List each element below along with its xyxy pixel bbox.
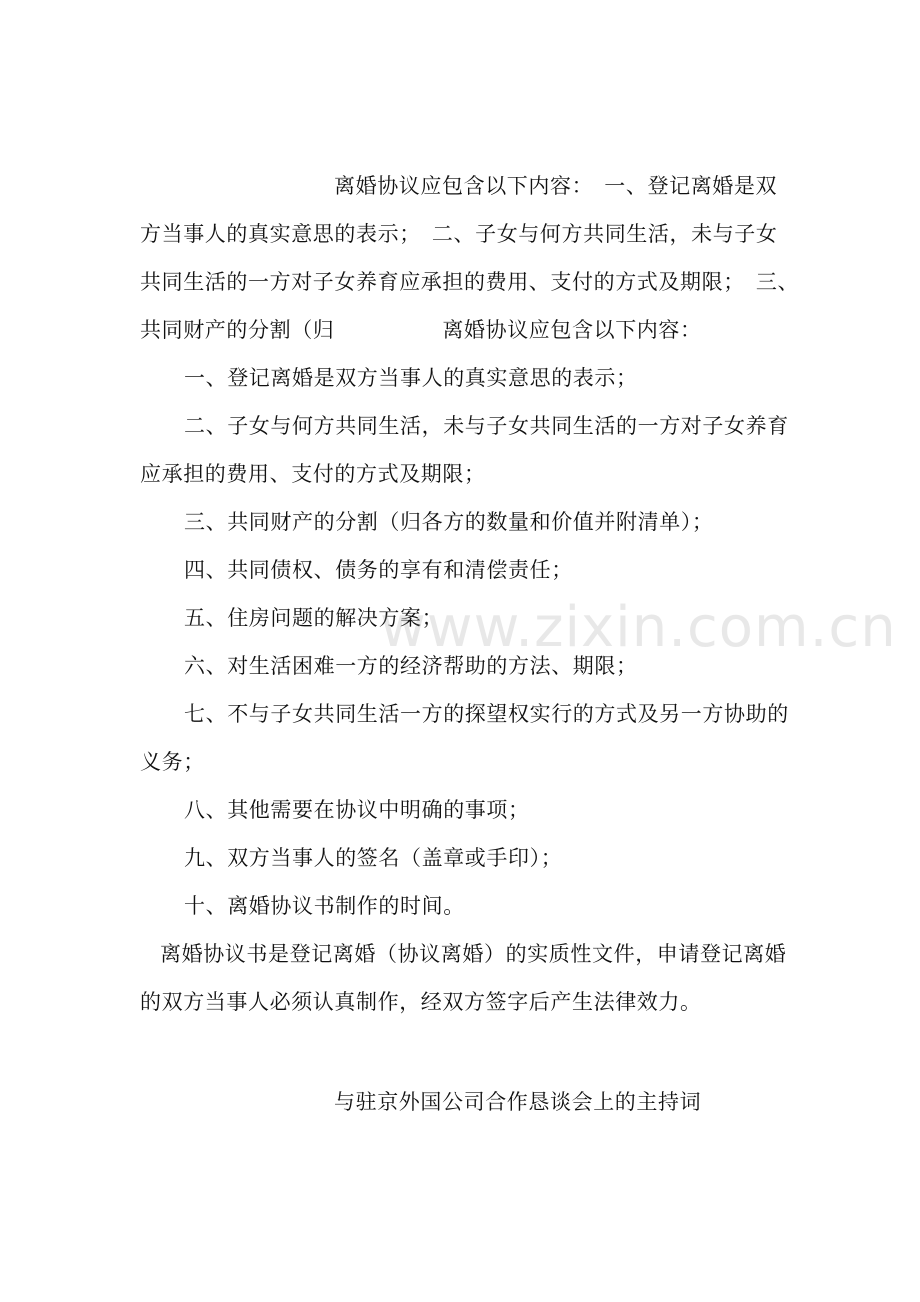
next-document-title: 与驻京外国公司合作恳谈会上的主持词: [334, 1090, 702, 1114]
item-3: 三、共同财产的分割（归各方的数量和价值并附清单）；: [184, 510, 714, 534]
item-10: 十、离婚协议书制作的时间。: [184, 894, 465, 918]
intro-line-1: 离婚协议应包含以下内容： 一、登记离婚是双: [334, 174, 778, 198]
item-8: 八、其他需要在协议中明确的事项；: [184, 798, 530, 822]
closing-line-1: 离婚协议书是登记离婚（协议离婚）的实质性文件，申请登记离婚: [160, 942, 787, 966]
intro-line-2: 方当事人的真实意思的表示； 二、子女与何方共同生活，未与子女: [140, 222, 778, 246]
watermark: www.zixin.com.cn: [380, 595, 897, 660]
intro-line-4: 共同财产的分割（归 离婚协议应包含以下内容：: [140, 318, 702, 342]
item-2: 二、子女与何方共同生活，未与子女共同生活的一方对子女养育: [184, 414, 789, 438]
item-7-continued: 义务；: [140, 750, 205, 774]
item-1: 一、登记离婚是双方当事人的真实意思的表示；: [184, 366, 638, 390]
item-9: 九、双方当事人的签名（盖章或手印）；: [184, 846, 563, 870]
item-7: 七、不与子女共同生活一方的探望权实行的方式及另一方协助的: [184, 702, 789, 726]
item-4: 四、共同债权、债务的享有和清偿责任；: [184, 558, 573, 582]
item-6: 六、对生活困难一方的经济帮助的方法、期限；: [184, 654, 638, 678]
item-2-continued: 应承担的费用、支付的方式及期限；: [140, 462, 486, 486]
closing-line-2: 的双方当事人必须认真制作，经双方签字后产生法律效力。: [140, 990, 702, 1014]
intro-line-3: 共同生活的一方对子女养育应承担的费用、支付的方式及期限； 三、: [140, 270, 800, 294]
item-5: 五、住房问题的解决方案；: [184, 606, 444, 630]
